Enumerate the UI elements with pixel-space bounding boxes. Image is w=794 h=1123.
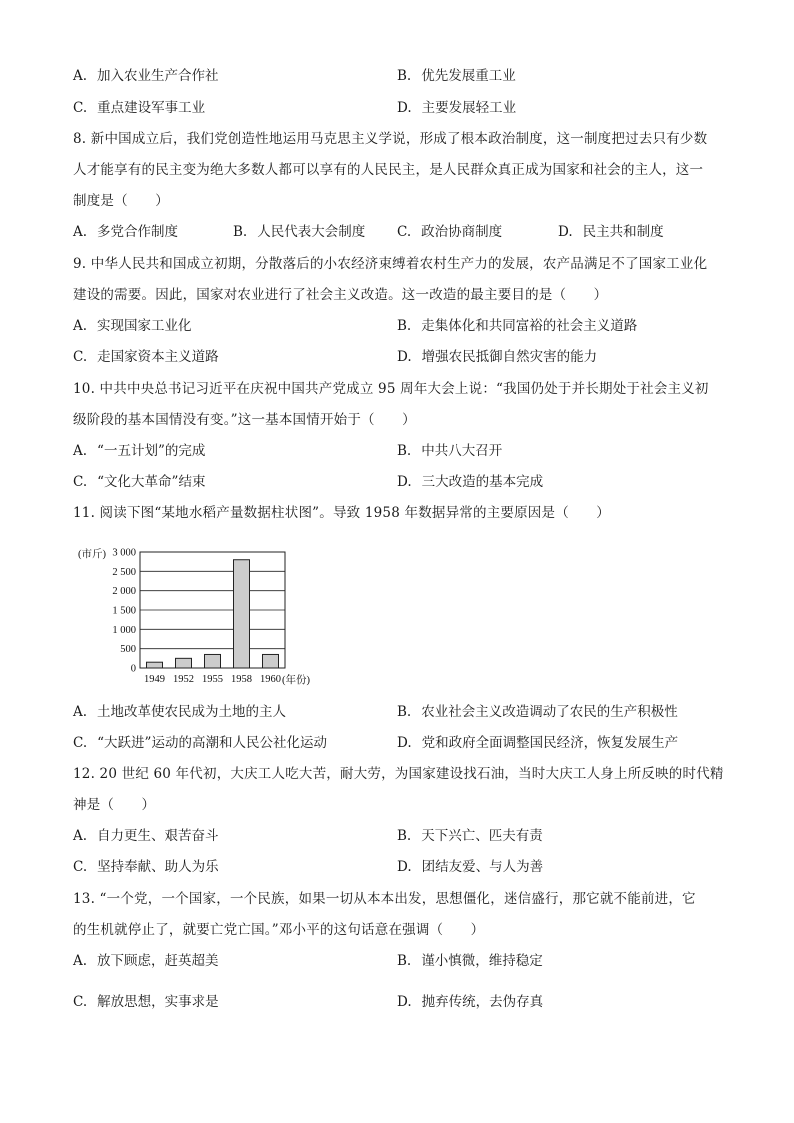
option-text: 主要发展轻工业 — [421, 100, 517, 116]
option-a[interactable] — [73, 951, 219, 971]
option-key: A. — [73, 224, 88, 240]
option-key: B. — [397, 828, 412, 844]
option-text: 中共八大召开 — [421, 443, 503, 459]
option-d[interactable] — [397, 857, 543, 877]
question-11-line-1: 11. 阅读下图“某地水稻产量数据柱状图”。导致 1958 年数据异常的主要原因是（ ） — [73, 505, 611, 521]
chart-bar — [147, 662, 163, 668]
option-key: C. — [397, 224, 412, 240]
option-key: D. — [397, 349, 412, 365]
option-d[interactable] — [397, 733, 678, 753]
chart-x-tick-label: 1955 — [202, 674, 223, 685]
chart-y-tick-label: 1 500 — [112, 605, 136, 617]
option-key: B. — [397, 704, 412, 720]
option-c[interactable] — [73, 98, 205, 118]
option-d[interactable] — [397, 992, 543, 1012]
option-text: 重点建设军事工业 — [97, 100, 206, 116]
question-10-line-1: 10. 中共中央总书记习近平在庆祝中国共产党成立 95 周年大会上说：“我国仍处于并长期处于社会主义初 — [73, 381, 709, 397]
chart-bars — [147, 560, 279, 668]
option-a[interactable] — [73, 66, 219, 86]
option-key: A. — [73, 318, 88, 334]
option-b[interactable] — [397, 826, 543, 846]
option-text: 自力更生、艰苦奋斗 — [97, 828, 219, 844]
option-a[interactable] — [73, 702, 286, 722]
option-key: D. — [397, 994, 412, 1010]
option-key: A. — [73, 68, 88, 84]
option-b[interactable] — [397, 951, 543, 971]
question-10-line-2: 级阶段的基本国情没有变。”这一基本国情开始于（ ） — [73, 412, 416, 428]
option-c[interactable] — [73, 472, 205, 492]
option-key: D. — [397, 474, 412, 490]
option-text: 走国家资本主义道路 — [97, 349, 219, 365]
option-text: 天下兴亡、匹夫有责 — [421, 828, 543, 844]
chart-y-tick-label: 2 500 — [112, 566, 136, 578]
option-text: 加入农业生产合作社 — [97, 68, 219, 84]
option-key: D. — [397, 735, 412, 751]
chart-x-tick-label: 1958 — [231, 674, 252, 685]
option-b[interactable] — [397, 441, 502, 461]
chart-y-tick-label: 1 000 — [112, 624, 136, 636]
option-text: 多党合作制度 — [97, 224, 179, 240]
option-text: 解放思想，实事求是 — [97, 994, 219, 1010]
option-c[interactable] — [397, 222, 502, 242]
option-key: C. — [73, 100, 88, 116]
chart-bar — [234, 560, 250, 668]
chart-y-tick-label: 0 — [130, 663, 136, 675]
question-8-line-3: 制度是（ ） — [73, 193, 169, 209]
option-key: B. — [397, 68, 412, 84]
option-text: “文化大革命”结束 — [97, 474, 206, 490]
option-key: B. — [233, 224, 248, 240]
chart-grid — [140, 552, 285, 668]
option-d[interactable] — [558, 222, 664, 242]
option-key: A. — [73, 443, 88, 459]
question-12-line-2: 神是（ ） — [73, 797, 156, 813]
option-a[interactable] — [73, 222, 178, 242]
option-key: A. — [73, 953, 88, 969]
option-text: 民主共和制度 — [582, 224, 664, 240]
question-8-line-1: 8. 新中国成立后，我们党创造性地运用马克思主义学说，形成了根本政治制度，这一制度把过去只有少数 — [73, 131, 708, 147]
chart-y-tick-label: 3 000 — [112, 547, 136, 559]
option-key: A. — [73, 704, 88, 720]
rice-yield-bar-chart — [72, 540, 322, 690]
option-c[interactable] — [73, 992, 219, 1012]
option-text: 三大改造的基本完成 — [421, 474, 544, 490]
option-b[interactable] — [397, 66, 516, 86]
option-c[interactable] — [73, 857, 219, 877]
option-text: 政治协商制度 — [421, 224, 503, 240]
option-b[interactable] — [397, 702, 678, 722]
option-key: C. — [73, 859, 88, 875]
option-text: 抛弃传统，去伪存真 — [421, 994, 544, 1010]
option-d[interactable] — [397, 472, 543, 492]
question-12-line-1: 12. 20 世纪 60 年代初，大庆工人吃大苦，耐大劳，为国家建设找石油，当时大庆工人身上所反映的时代精 — [73, 766, 724, 782]
option-text: 团结友爱、与人为善 — [421, 859, 544, 875]
question-13-line-1: 13. “一个党，一个国家，一个民族，如果一切从本本出发，思想僵化，迷信盛行，那它就不能前进，它 — [73, 891, 696, 907]
option-key: D. — [397, 859, 412, 875]
option-b[interactable] — [397, 316, 637, 336]
option-key: C. — [73, 735, 88, 751]
option-text: 谨小慎微，维持稳定 — [421, 953, 543, 969]
option-key: B. — [397, 953, 412, 969]
chart-x-unit-label: (年份) — [282, 675, 310, 686]
chart-x-tick-label: 1949 — [144, 674, 165, 685]
option-key: D. — [397, 100, 412, 116]
chart-bar — [176, 658, 192, 668]
chart-x-ticks — [144, 674, 281, 685]
option-text: 党和政府全面调整国民经济，恢复发展生产 — [421, 735, 679, 751]
option-a[interactable] — [73, 316, 192, 336]
question-9-line-1: 9. 中华人民共和国成立初期，分散落后的小农经济束缚着农村生产力的发展，农产品满足不了国家工业化 — [73, 256, 708, 272]
option-key: D. — [558, 224, 573, 240]
chart-x-tick-label: 1952 — [173, 674, 194, 685]
chart-y-tick-label: 500 — [120, 644, 136, 656]
option-text: “一五计划”的完成 — [97, 443, 206, 459]
option-text: “大跃进”运动的高潮和人民公社化运动 — [97, 735, 327, 751]
option-text: 走集体化和共同富裕的社会主义道路 — [421, 318, 638, 334]
option-text: 实现国家工业化 — [97, 318, 192, 334]
option-text: 农业社会主义改造调动了农民的生产积极性 — [421, 704, 678, 720]
option-key: A. — [73, 828, 88, 844]
chart-bar — [205, 654, 221, 668]
option-key: C. — [73, 349, 88, 365]
option-text: 坚持奉献、助人为乐 — [97, 859, 219, 875]
option-text: 土地改革使农民成为土地的主人 — [97, 704, 287, 720]
option-b[interactable] — [233, 222, 365, 242]
chart-y-tick-label: 2 000 — [112, 586, 136, 598]
chart-y-ticks — [112, 548, 136, 675]
option-text: 优先发展重工业 — [421, 68, 516, 84]
option-a[interactable] — [73, 826, 219, 846]
option-text: 增强农民抵御自然灾害的能力 — [421, 349, 598, 365]
option-d[interactable] — [397, 98, 516, 118]
chart-x-tick-label: 1960 — [260, 674, 281, 685]
question-8-line-2: 人才能享有的民主变为绝大多数人都可以享有的人民民主，是人民群众真正成为国家和社会的主人，这一 — [73, 162, 704, 178]
question-9-line-2: 建设的需要。因此，国家对农业进行了社会主义改造。这一改造的最主要目的是（ ） — [73, 287, 608, 303]
chart-bar — [263, 654, 279, 668]
option-a[interactable] — [73, 441, 205, 461]
chart-y-unit-label: (市斤) — [78, 549, 106, 560]
option-d[interactable] — [397, 347, 597, 367]
option-key: C. — [73, 994, 88, 1010]
question-13-line-2: 的生机就停止了，就要亡党亡国。”邓小平的这句话意在强调（ ） — [73, 922, 485, 938]
option-text: 放下顾虑，赶英超美 — [97, 953, 219, 969]
option-c[interactable] — [73, 347, 219, 367]
option-key: B. — [397, 318, 412, 334]
option-text: 人民代表大会制度 — [257, 224, 366, 240]
option-key: B. — [397, 443, 412, 459]
option-key: C. — [73, 474, 88, 490]
option-c[interactable] — [73, 733, 327, 753]
